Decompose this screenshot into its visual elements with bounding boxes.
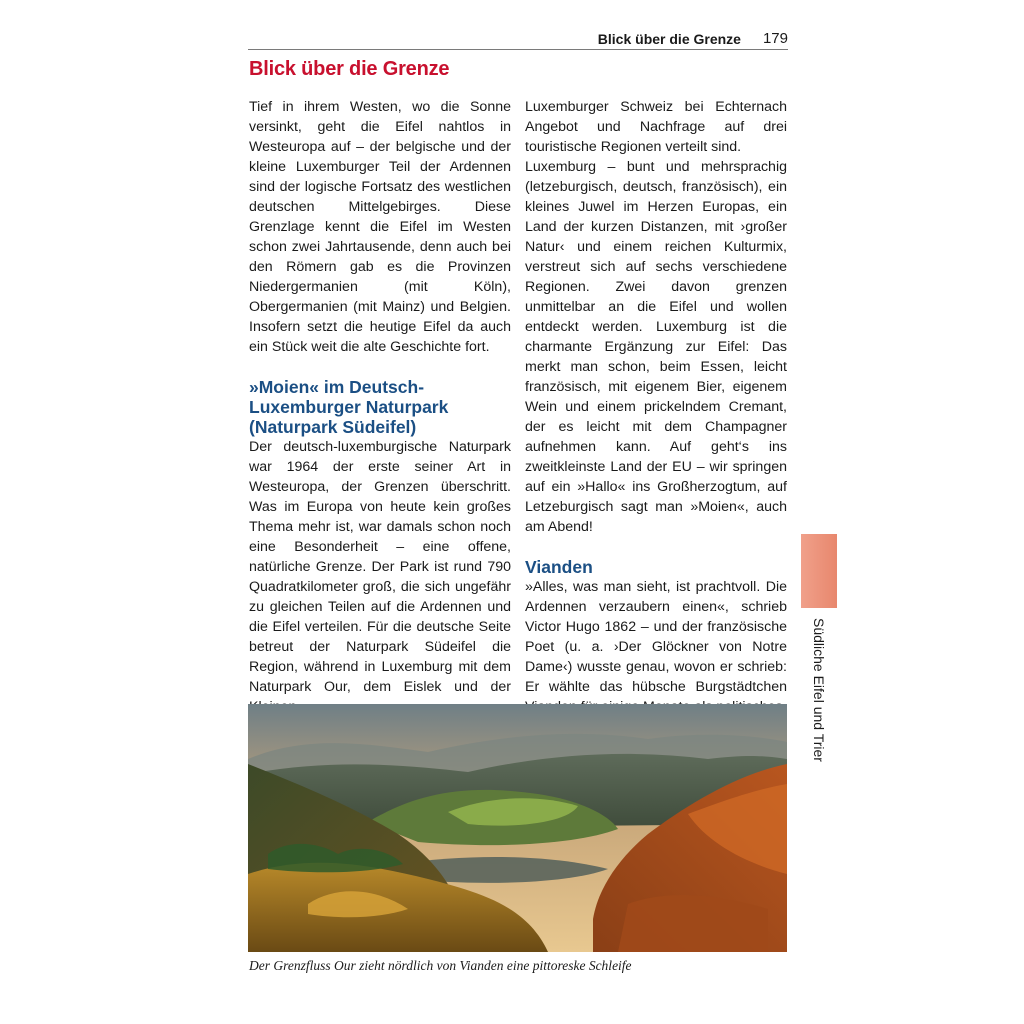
luxemburg-paragraph: Luxemburg – bunt und mehrsprachig (letzeburgisch, deutsch, französisch), ein kleines Juwel im Herzen Europas, ein Land der kurzen Distanzen, mit ›großer Natur‹ und einem reichen Kulturmix, verstreut sich auf sechs verschiedene Regionen. Zwei davon grenzen unmittelbar an die Eifel und wollen entdeckt werden. Luxemburg ist die charmante Ergänzung zur Eifel: Das merkt man schon, beim Essen, leicht französisch, mit eigenem Bier, eigenem Wein und einem prickelndem Cremant, der es leicht mit dem Champagner aufnehmen kann. Auf geht‘s ins zweitkleinste Land der EU – wir springen auf ein »Hallo« ins Großherzogtum, auf Letzeburgisch sagt man »Moien«, auch am Abend! (525, 159, 787, 535)
vianden-paragraph: »Alles, was man sieht, ist prachtvoll. Die Ardennen verzaubern einen«, schrieb Victor Hugo 1862 – und der französische Poet (u. a. ›Der Glöckner von Notre Dame‹) wusste genau, wovon er schrieb: Er wählte das hübsche Burgstädtchen (525, 579, 787, 695)
running-title: Blick über die Grenze (597, 31, 741, 47)
intro-paragraph: Tief in ihrem Westen, wo die Sonne versinkt, geht die Eifel nahtlos in Westeuropa auf – der belgische und der kleine Luxemburger Teil der Ardennen sind der logische Fortsatz des westlichen deutschen Mittelgebirges. Diese Grenzlage kennt die Eifel im Westen schon zwei Jahrtausende, denn auch bei den Römern gab es die Provinzen Niedergermanien (mit Köln), Obergermanien (mit Mainz) und Belgien. Insofern setzt die heutige Eifel da auch ein Stück weit die alte Geschichte fort. (249, 99, 511, 355)
section-heading-vianden: Vianden (525, 557, 593, 577)
chapter-title: Blick über die Grenze (249, 58, 450, 80)
right-column (525, 97, 787, 717)
left-column (249, 97, 511, 717)
river-valley-illustration (248, 704, 787, 952)
running-header (248, 30, 788, 50)
continuation-paragraph: Luxemburger Schweiz bei Echternach Angebot und Nachfrage auf drei touristische Regionen verteilt sind. (525, 99, 787, 155)
naturpark-paragraph: Der deutsch-luxemburgische Naturpark war 1964 der erste seiner Art in Westeuropa, der Grenzen überschritt. Was im Europa von heute kein großes Thema mehr ist, war damals schon noch eine Besonderheit – eine offene, natürliche Grenze. Der Park ist rund 790 Quadratkilometer groß, die sich ungefähr zu gleichen Teilen auf die Ardennen und die Eifel verteilen. Für die deutsche Seite betreut der Naturpark Südeifel die Region, während in Luxemburg mit dem Naturpark Our, dem Eislek und der (249, 439, 511, 695)
landscape-photo (248, 704, 787, 952)
chapter-tab-text: Südliche Eifel und Trier (811, 618, 827, 762)
chapter-tab-marker (801, 534, 837, 608)
chapter-tab-label (801, 618, 837, 788)
section-heading-naturpark: »Moien« im Deutsch-Luxemburger Naturpark (Naturpark Südeifel) (249, 377, 449, 437)
photo-caption: Der Grenzfluss Our zieht nördlich von Vianden eine pittoreske Schleife (249, 958, 632, 973)
page-number: 179 (762, 30, 788, 47)
